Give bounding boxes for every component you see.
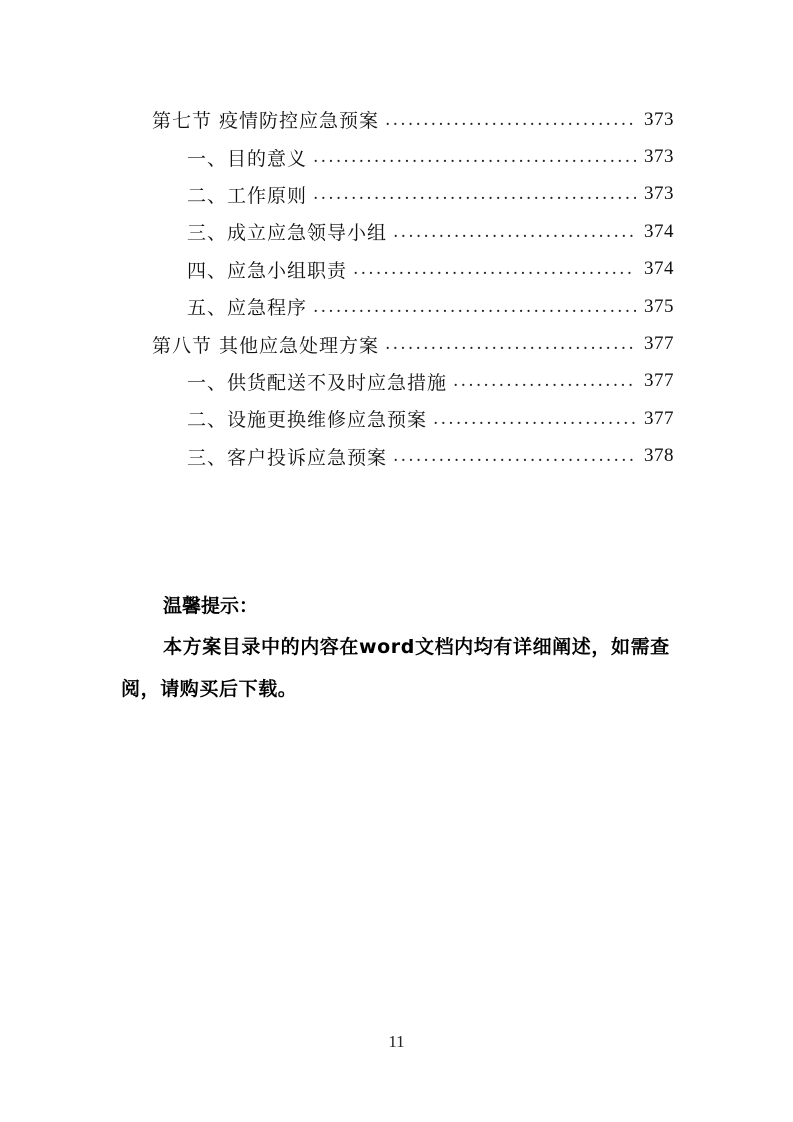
toc-entry-title: 第八节 其他应急处理方案 <box>152 334 380 357</box>
toc-dot-leader <box>385 334 636 354</box>
toc-dot-leader <box>313 147 636 167</box>
toc-dot-leader <box>393 446 636 466</box>
toc-entry-title: 五、应急程序 <box>187 297 308 320</box>
toc-entry-title: 三、客户投诉应急预案 <box>187 446 388 469</box>
toc-dot-leader <box>433 409 636 429</box>
toc-entry-page: 373 <box>644 146 674 168</box>
page-number: 11 <box>388 1032 405 1051</box>
toc-dot-leader <box>393 222 636 242</box>
notice-body: 本方案目录中的内容在word文档内均有详细阐述，如需查阅，请购买后下载。 <box>121 636 670 700</box>
toc-entry[interactable] <box>0 213 793 250</box>
toc-entry[interactable] <box>0 325 793 362</box>
toc-entry[interactable] <box>0 138 793 175</box>
toc-entry-page: 373 <box>644 108 674 130</box>
toc-entry-page: 378 <box>644 445 674 467</box>
toc-entry[interactable] <box>0 251 793 288</box>
toc-entry-page: 377 <box>644 333 674 355</box>
toc-entry[interactable] <box>0 400 793 437</box>
toc-dot-leader <box>353 259 636 279</box>
toc-entry-page: 374 <box>644 220 674 242</box>
table-of-contents <box>0 101 793 475</box>
toc-entry-title: 二、设施更换维修应急预案 <box>187 409 428 432</box>
toc-entry-page: 377 <box>644 407 674 429</box>
toc-entry[interactable] <box>0 176 793 213</box>
toc-entry-title: 四、应急小组职责 <box>187 259 348 282</box>
toc-dot-leader <box>453 371 636 391</box>
toc-entry-page: 373 <box>644 183 674 205</box>
toc-entry-page: 375 <box>644 295 674 317</box>
notice-block <box>121 590 681 710</box>
toc-entry-title: 第七节 疫情防控应急预案 <box>152 110 380 133</box>
toc-entry-title: 一、供货配送不及时应急措施 <box>187 371 448 394</box>
toc-entry[interactable] <box>0 101 793 138</box>
toc-entry-page: 374 <box>644 258 674 280</box>
toc-entry[interactable] <box>0 438 793 475</box>
toc-entry-title: 二、工作原则 <box>187 184 308 207</box>
toc-entry-title: 一、目的意义 <box>187 147 308 170</box>
toc-entry[interactable] <box>0 288 793 325</box>
toc-dot-leader <box>313 297 636 317</box>
toc-entry-page: 377 <box>644 370 674 392</box>
toc-dot-leader <box>385 110 636 130</box>
toc-dot-leader <box>313 184 636 204</box>
toc-entry[interactable] <box>0 363 793 400</box>
toc-entry-title: 三、成立应急领导小组 <box>187 222 388 245</box>
notice-heading: 温馨提示： <box>163 595 259 617</box>
